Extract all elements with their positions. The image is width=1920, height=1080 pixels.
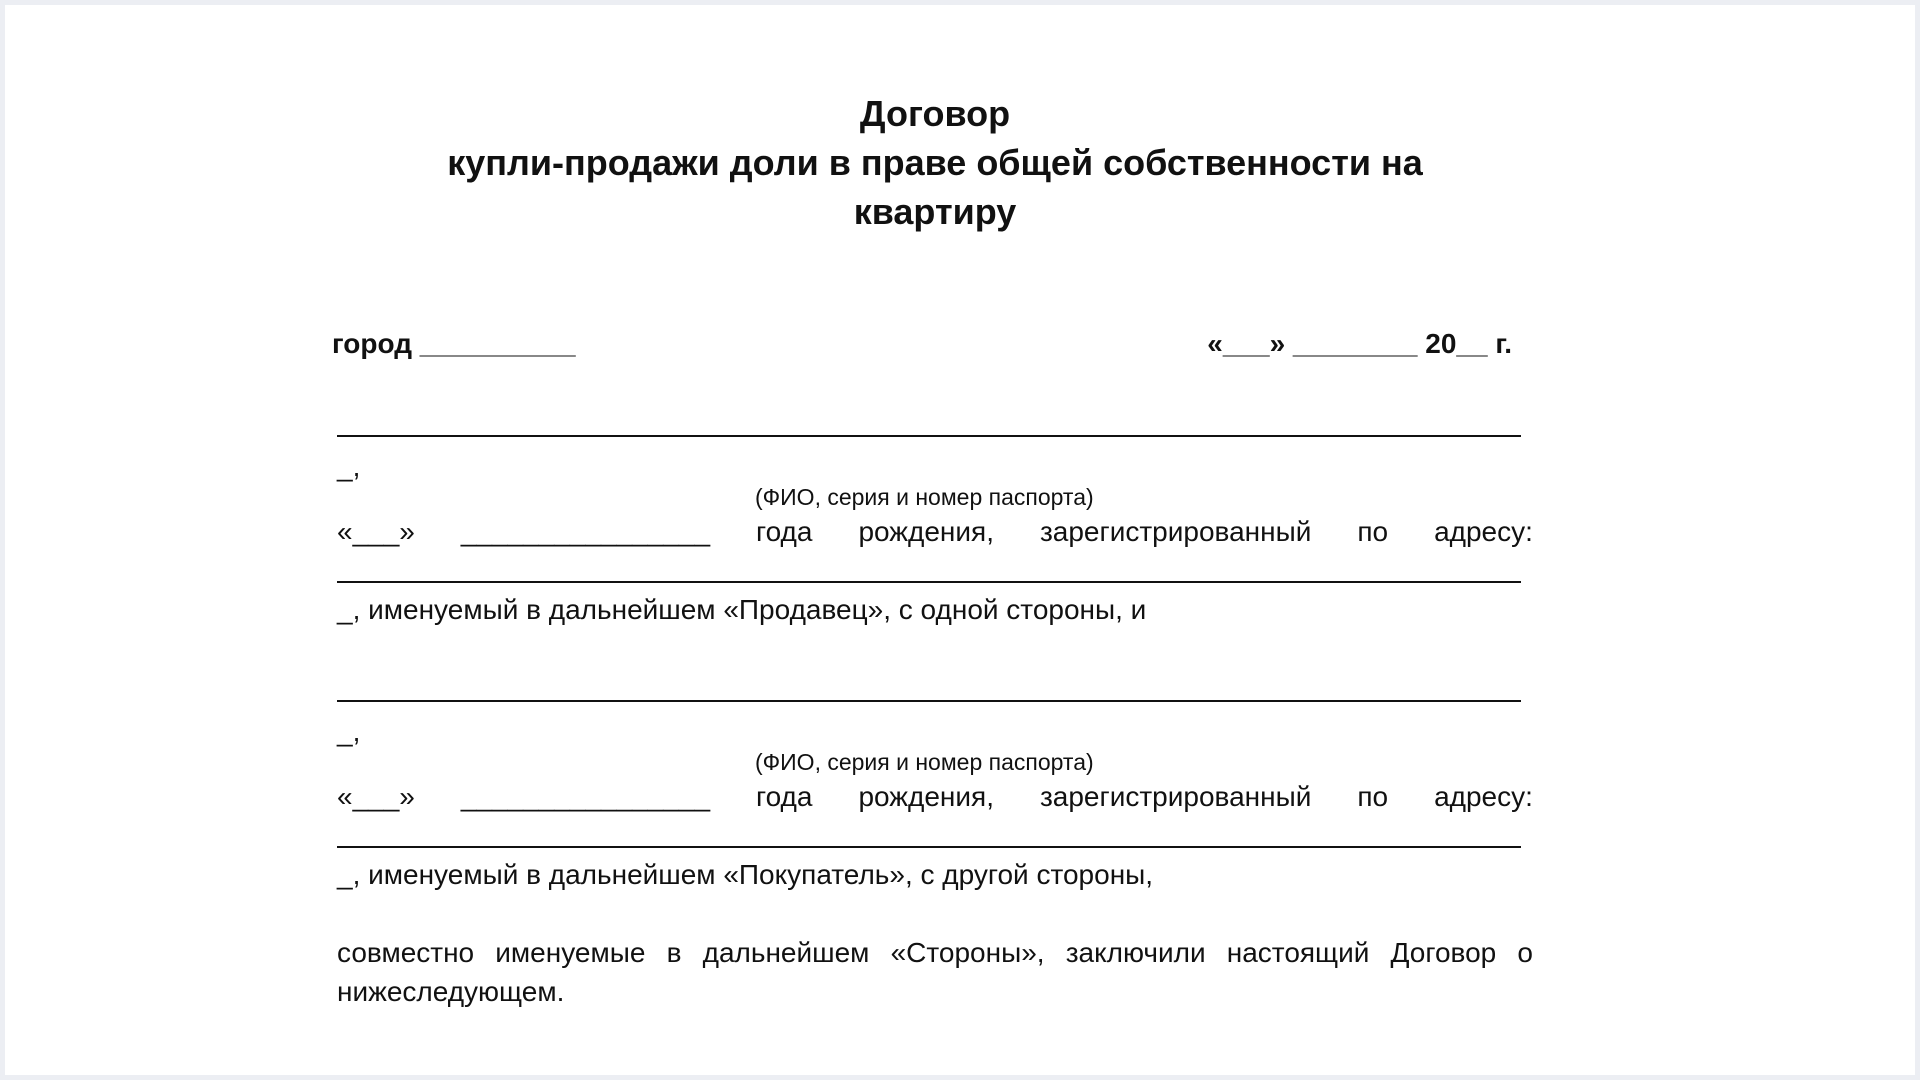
- buyer-word-rozhdeniya: рождения,: [858, 781, 994, 812]
- seller-closing: _, именуемый в дальнейшем «Продавец», с одной стороны, и: [337, 594, 1147, 625]
- buyer-closing: _, именуемый в дальнейшем «Покупатель», с другой стороны,: [337, 859, 1154, 890]
- seller-address-line: [337, 581, 1521, 583]
- seller-caption: (ФИО, серия и номер паспорта): [755, 484, 1094, 510]
- buyer-word-registered: зарегистрированный: [1039, 781, 1312, 812]
- seller-line-tail: _,: [337, 451, 361, 482]
- seller-birth-day: «___»: [337, 516, 415, 547]
- title-line-3: квартиру: [853, 191, 1017, 232]
- buyer-word-po: по: [1357, 781, 1389, 812]
- title-line-2: купли-продажи доли в праве общей собственности на: [447, 142, 1423, 183]
- buyer-word-address: адресу:: [1434, 781, 1533, 812]
- conclusion-paragraph: совместно именуемые в дальнейшем «Стороны», заключили настоящий Договор о нижеследующем.: [337, 937, 1533, 1007]
- title-line-1: Договор: [859, 93, 1011, 134]
- buyer-birth-row: [337, 780, 1533, 814]
- document-page: [5, 5, 1915, 1075]
- buyer-word-goda: года: [756, 781, 813, 812]
- seller-word-po: по: [1357, 516, 1389, 547]
- buyer-line-tail: _,: [337, 716, 361, 747]
- city-field: город __________: [332, 328, 576, 359]
- seller-birth-blank: ________________: [460, 516, 711, 547]
- buyer-address-line: [337, 846, 1521, 848]
- seller-word-registered: зарегистрированный: [1039, 516, 1312, 547]
- buyer-name-line: [337, 700, 1521, 702]
- buyer-birth-blank: ________________: [460, 781, 711, 812]
- seller-word-rozhdeniya: рождения,: [858, 516, 994, 547]
- seller-name-line: [337, 435, 1521, 437]
- seller-birth-row: [337, 515, 1533, 549]
- seller-word-goda: года: [756, 516, 813, 547]
- buyer-birth-day: «___»: [337, 781, 415, 812]
- date-field: «___» ________ 20__ г.: [1207, 328, 1512, 359]
- seller-word-address: адресу:: [1434, 516, 1533, 547]
- buyer-caption: (ФИО, серия и номер паспорта): [755, 749, 1094, 775]
